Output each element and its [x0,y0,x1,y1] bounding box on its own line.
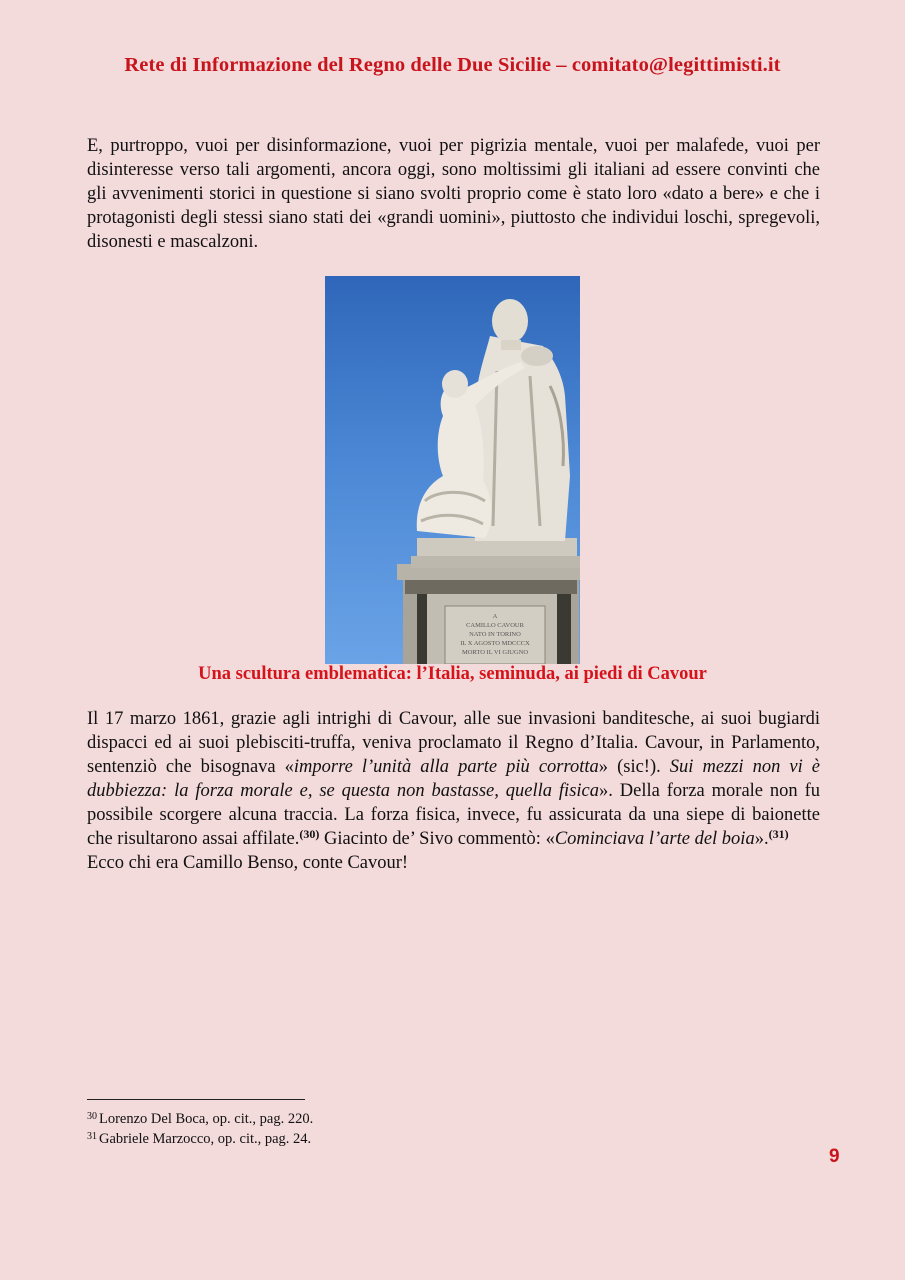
cavour-statue-image [325,276,580,664]
paragraph-intro: E, purtroppo, vuoi per disinformazione, vuoi per pigrizia mentale, vuoi per malafede, vuoi per disinteresse verso tali argomenti, ancora oggi, sono moltissimi gli italiani ad essere convinti che gli avvenimenti storici in questione si siano svolti proprio come è stato loro «dato a bere» e che i protagonisti degli stessi siano stati dei «grandi uomini», piuttosto che individui loschi, spregevoli, disonesti e mascalzoni. [87,136,820,252]
footnote-ref[interactable]: (31) [768,827,789,841]
text-run: Giacinto de’ Sivo commentò: « [319,829,555,849]
quote-italic: Cominciava l’arte del boia [554,829,755,849]
page-header: Rete di Informazione del Regno delle Due Sicilie – comitato@legittimisti.it [124,54,781,76]
inscription-line: NATO IN TORINO [469,631,521,638]
inscription-line: IL X AGOSTO MDCCCX [460,640,530,647]
footnotes [87,1108,313,1148]
footnote-divider [87,1099,305,1100]
footnote-number: 30 [87,1111,97,1122]
text-run: Il 17 marzo 1861, grazie agli intrighi di Cavour, alle sue invasioni banditesche, ai suoi bugiardi dispacci ed ai suoi plebisciti-truffa, veniva proclamato il Regno d’Italia. Cavour, in Parlamento, sentenziò che bisognava « [87,709,820,777]
inscription-line: A [492,613,498,620]
paragraph-main [87,707,820,875]
quote-italic: Sui mezzi non vi è dubbiezza: la forza morale e, se questa non bastasse, quella fisica [87,757,820,801]
page-number: 9 [829,1146,840,1167]
footnote-item [87,1128,313,1148]
footnote-text: Lorenzo Del Boca, op. cit., pag. 220. [99,1111,314,1127]
text-run: ». Della forza morale non fu possibile scorgere alcuna traccia. La forza fisica, invece, fu assicurata da una siepe di baionette che risultarono assai affilate. [87,781,820,849]
quote-italic: imporre l’unità alla parte più corrotta [293,757,599,777]
footnote-ref[interactable]: (30) [299,827,320,841]
text-run: » (sic!). [598,757,670,777]
footnote-number: 31 [87,1131,97,1142]
closing-line: Ecco chi era Camillo Benso, conte Cavour! [87,853,409,873]
footnote-text: Gabriele Marzocco, op. cit., pag. 24. [99,1131,312,1147]
text-run: ». [754,829,769,849]
figure-caption: Una scultura emblematica: l’Italia, seminuda, ai piedi di Cavour [198,664,707,684]
footnote-item [87,1108,313,1128]
inscription-line: MORTO IL VI GIUGNO [461,649,529,656]
inscription-line: CAMILLO CAVOUR [466,622,524,629]
statue-photo [325,276,580,664]
